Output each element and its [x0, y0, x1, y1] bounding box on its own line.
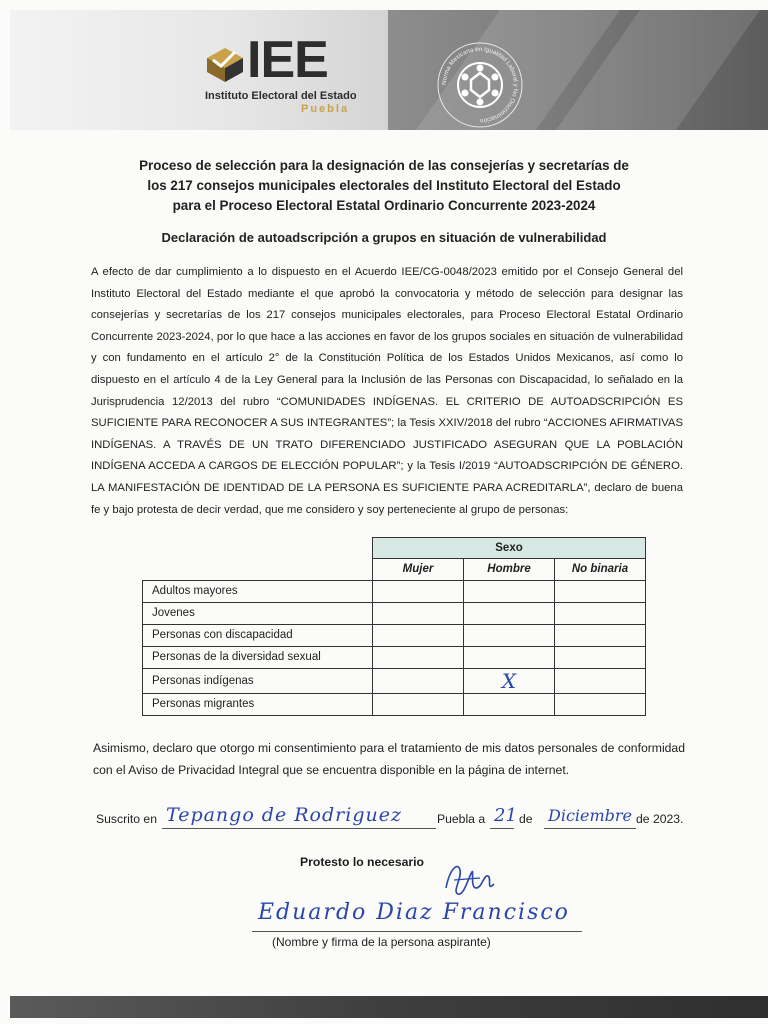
iee-logo: [195, 32, 375, 122]
checkbox-cell[interactable]: [555, 602, 646, 624]
applicant-name-handwritten[interactable]: Eduardo Diaz Francisco: [258, 900, 570, 925]
row-label: Adultos mayores: [143, 580, 373, 602]
state-label: Puebla a: [437, 812, 486, 826]
checkbox-cell[interactable]: [373, 624, 464, 646]
declaration-subtitle: Declaración de autoadscripción a grupos en situación de vulnerabilidad: [161, 230, 607, 245]
table-row: [143, 646, 646, 668]
checkbox-cell[interactable]: [555, 624, 646, 646]
checkbox-cell[interactable]: [464, 602, 555, 624]
checkbox-cell[interactable]: [373, 580, 464, 602]
month-handwritten-field[interactable]: Diciembre: [548, 806, 633, 825]
equality-certification-seal: [435, 40, 525, 130]
table-row: [143, 624, 646, 646]
name-signature-caption: (Nombre y firma de la persona aspirante): [272, 935, 491, 949]
row-label: Personas indígenas: [143, 668, 373, 693]
year-label: de 2023.: [636, 812, 684, 826]
de-label: de: [519, 812, 533, 826]
checkbox-cell[interactable]: [464, 646, 555, 668]
logo-institution-name: Instituto Electoral del Estado: [205, 90, 357, 102]
row-label: Personas de la diversidad sexual: [143, 646, 373, 668]
privacy-consent-paragraph: Asimismo, declaro que otorgo mi consentimiento para el tratamiento de mis datos personales de conformidad con el Aviso de Privacidad Integral que se encuentra disponible en la página de internet.: [93, 741, 685, 777]
table-row: [143, 580, 646, 602]
checkbox-cell[interactable]: [373, 602, 464, 624]
logo-state-name: Puebla: [301, 103, 350, 115]
day-underline: [490, 828, 514, 829]
title-line: para el Proceso Electoral Estatal Ordinario Concurrente 2023-2024: [172, 198, 596, 213]
table-empty-corner: [143, 559, 373, 581]
vulnerability-group-table: [142, 537, 646, 716]
table-row: [143, 602, 646, 624]
ballot-box-icon: [205, 46, 245, 84]
column-header-mujer: Mujer: [373, 559, 464, 581]
footer-banner: [10, 996, 768, 1018]
title-line: Proceso de selección para la designación de las consejerías y secretarías de: [139, 158, 629, 173]
month-underline: [544, 828, 636, 829]
checkbox-cell[interactable]: [373, 646, 464, 668]
day-handwritten-field[interactable]: 21: [494, 805, 517, 826]
checkbox-cell[interactable]: [464, 693, 555, 715]
document-title: [60, 156, 708, 216]
checkbox-cell[interactable]: [373, 668, 464, 693]
table-row: [143, 668, 646, 693]
checkbox-cell[interactable]: [555, 646, 646, 668]
column-header-no-binaria: No binaria: [555, 559, 646, 581]
checkbox-cell[interactable]: [373, 693, 464, 715]
sex-group-header: Sexo: [373, 538, 646, 559]
name-signature-line: [252, 931, 582, 932]
place-handwritten-field[interactable]: Tepango de Rodriguez: [166, 804, 402, 826]
letterhead-banner: [10, 10, 768, 130]
table-empty-corner: [143, 538, 373, 559]
table-row: [143, 693, 646, 715]
seal-emblem-icon: [435, 40, 525, 130]
checkbox-cell[interactable]: [555, 693, 646, 715]
protesto-label: Protesto lo necesario: [300, 855, 424, 869]
logo-wordmark: IEE: [247, 31, 328, 89]
checkbox-cell[interactable]: [555, 580, 646, 602]
row-label: Jovenes: [143, 602, 373, 624]
row-label: Personas migrantes: [143, 693, 373, 715]
title-line: los 217 consejos municipales electorales del Instituto Electoral del Estado: [147, 178, 621, 193]
subscribed-in-label: Suscrito en: [96, 812, 157, 826]
table-group-header-row: [143, 538, 646, 559]
checkbox-cell[interactable]: [464, 580, 555, 602]
checkbox-cell[interactable]: [555, 668, 646, 693]
svg-text:Norma Mexicana en Igualdad Lab: [441, 46, 519, 124]
row-label: Personas con discapacidad: [143, 624, 373, 646]
checkbox-cell[interactable]: [464, 624, 555, 646]
seal-ring-text: Norma Mexicana en Igualdad Laboral y No Discriminación: [440, 45, 520, 125]
column-header-hombre: Hombre: [464, 559, 555, 581]
place-underline: [162, 828, 436, 829]
checkbox-cell-checked[interactable]: X: [464, 668, 555, 693]
declaration-paragraph: A efecto de dar cumplimiento a lo dispuesto en el Acuerdo IEE/CG-0048/2023 emitido por el Consejo General del Instituto Electoral del Estado mediante el que aprobó la convocatoria y método de selección para designar las consejerías y secretarías de los 217 consejos municipales electorales, para Proceso Electoral Estatal Ordinario Concurrente 2023-2024, por lo que hace a las acciones en favor de los grupos sociales en situación de vulnerabilidad y con fundamento en el artículo 2° de la Constitución Política de los Estados Unidos Mexicanos, así como lo dispuesto en el artículo 4 de la Ley General para la Inclusión de las Personas con Discapacidad, lo señalado en la Jurisprudencia 12/2013 del rubro “COMUNIDADES INDÍGENAS. EL CRITERIO DE AUTOADSCRIPCIÓN ES SUFICIENTE PARA RECONOCER A SUS INTEGRANTES”; la Tesis XXIV/2018 del rubro “ACCIONES AFIRMATIVAS INDÍGENAS. A TRAVÉS DE UN TRATO DIFERENCIADO JUSTIFICADO ASEGURAN QUE LA POBLACIÓN INDÍGENA ACCEDA A CARGOS DE ELECCIÓN POPULAR”; y la Tesis I/2019 “AUTOADSCRIPCIÓN DE GÉNERO. LA MANIFESTACIÓN DE IDENTIDAD DE LA PERSONA ES SUFICIENTE PARA ACREDITARLA”, declaro de buena fe y bajo protesta de decir verdad, que me considero y soy perteneciente al grupo de personas:: [91, 266, 683, 516]
table-column-header-row: [143, 559, 646, 581]
signature-scribble: [440, 858, 500, 900]
